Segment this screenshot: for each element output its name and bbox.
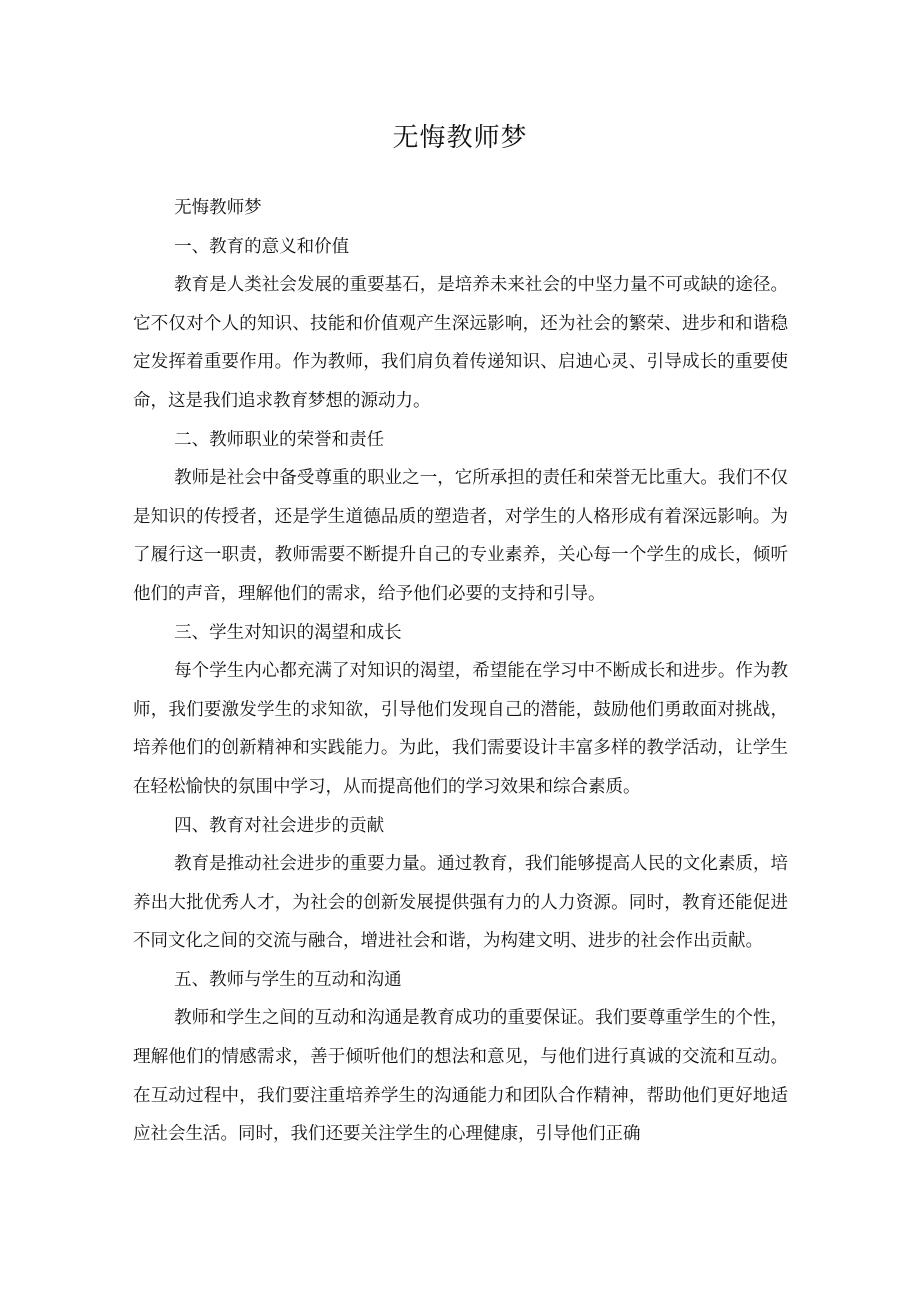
section-heading-1: 一、教育的意义和价值 (174, 236, 350, 257)
body-paragraph-4: 教育是推动社会进步的重要力量。通过教育，我们能够提高人民的文化素质，培养出大批优秀人才，为社会的创新发展提供强有力的人力资源。同时，教育还能促进不同文化之间的交流与融合，增进社会和谐，为构建文明、进步的社会作出贡献。 (133, 854, 788, 952)
body-paragraph-5: 教师和学生之间的互动和沟通是教育成功的重要保证。我们要尊重学生的个性，理解他们的情感需求，善于倾听他们的想法和意见，与他们进行真诚的交流和互动。在互动过程中，我们要注重培养学生的沟通能力和团队合作精神，帮助他们更好地适应社会生活。同时，我们还要关注学生的心理健康，引导他们正确 (133, 1008, 788, 1145)
body-paragraph-1: 教育是人类社会发展的重要基石，是培养未来社会的中坚力量不可或缺的途径。它不仅对个人的知识、技能和价值观产生深远影响，还为社会的繁荣、进步和和谐稳定发挥着重要作用。作为教师，我们肩负着传递知识、启迪心灵、引导成长的重要使命，这是我们追求教育梦想的源动力。 (133, 275, 788, 411)
section-heading-5: 五、教师与学生的互动和沟通 (174, 969, 402, 990)
document-title: 无悔教师梦 (392, 123, 528, 153)
subtitle-paragraph: 无悔教师梦 (174, 198, 262, 218)
section-heading-3: 三、学生对知识的渴望和成长 (174, 622, 402, 643)
body-paragraph-3: 每个学生内心都充满了对知识的渴望，希望能在学习中不断成长和进步。作为教师，我们要激发学生的求知欲，引导他们发现自己的潜能，鼓励他们勇敢面对挑战，培养他们的创新精神和实践能力。为此，我们需要设计丰富多样的教学活动，让学生在轻松愉快的氛围中学习，从而提高他们的学习效果和综合素质。 (133, 661, 788, 797)
body-paragraph-2: 教师是社会中备受尊重的职业之一，它所承担的责任和荣誉无比重大。我们不仅是知识的传授者，还是学生道德品质的塑造者，对学生的人格形成有着深远影响。为了履行这一职责，教师需要不断提升自己的专业素养，关心每一个学生的成长，倾听他们的声音，理解他们的需求，给予他们必要的支持和引导。 (133, 468, 788, 604)
section-heading-4: 四、教育对社会进步的贡献 (174, 815, 385, 836)
document-body (133, 189, 788, 1154)
section-heading-2: 二、教师职业的荣誉和责任 (174, 429, 385, 450)
